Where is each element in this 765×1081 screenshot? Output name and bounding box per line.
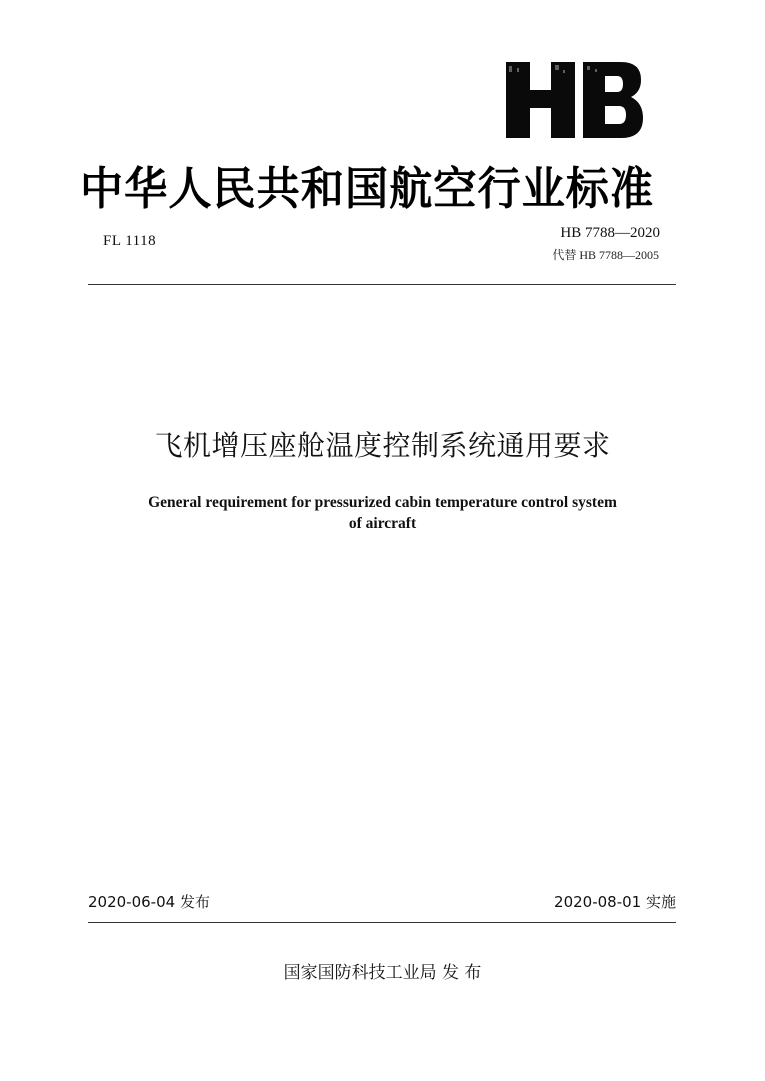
replaces-standard: 代替 HB 7788—2005	[552, 248, 659, 262]
document-title-en	[0, 492, 765, 534]
bottom-divider	[88, 922, 676, 923]
implementation-date: 2020-08-01 实施	[554, 893, 676, 911]
publisher: 国家国防科技工业局 发 布	[283, 963, 482, 983]
top-divider	[88, 284, 676, 285]
document-title-zh: 飞机增压座舱温度控制系统通用要求	[154, 429, 611, 462]
standard-number: HB 7788—2020	[560, 225, 660, 241]
document-title-en-line2: of aircraft	[348, 515, 417, 532]
document-title-en-line1: General requirement for pressurized cabin temperature control system	[148, 494, 617, 511]
classification-code: FL 1118	[103, 233, 157, 249]
authority-title: 中华人民共和国航空行业标准	[80, 162, 655, 215]
issue-date: 2020-06-04 发布	[88, 893, 210, 911]
hb-logo	[503, 58, 643, 140]
